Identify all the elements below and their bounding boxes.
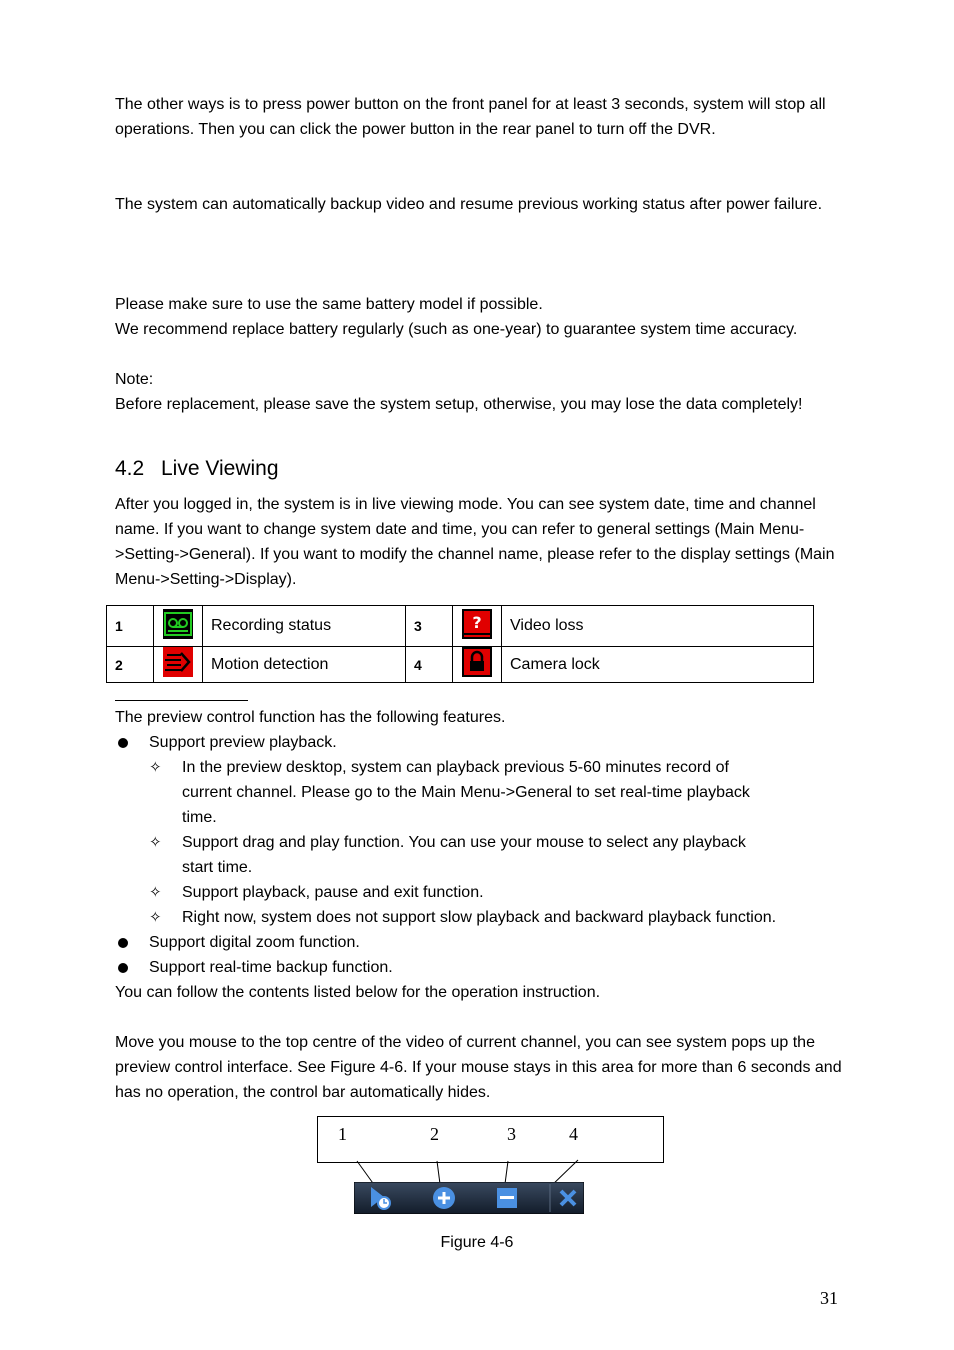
list-item-continued: time. (182, 809, 217, 826)
callout-number: 2 (430, 1124, 439, 1144)
row-number: 4 (406, 647, 453, 683)
figure-caption: Figure 4-6 (440, 1234, 514, 1251)
list-item: Support drag and play function. You can use your mouse to select any playback (182, 834, 746, 851)
close-icon[interactable] (556, 1186, 580, 1210)
status-label: Motion detection (203, 647, 406, 683)
backup-icon[interactable] (494, 1185, 520, 1211)
callout-number: 4 (569, 1124, 578, 1144)
preview-control-paragraph: Move you mouse to the top centre of the video of current channel, you can see system pops up the preview control interface. See Figure 4-6. If your mouse stays in this area for more than 6 seconds and has no operation, the control bar automatically hides. (115, 1034, 842, 1101)
diamond-bullet-icon: ✧ (149, 909, 162, 926)
list-item-continued: current channel. Please go to the Main Menu->General to set real-time playback (182, 784, 750, 801)
battery-replace-line: We recommend replace battery regularly (such as one-year) to guarantee system time accuracy. (115, 321, 798, 338)
diamond-bullet-icon: ✧ (149, 884, 162, 901)
callout-number: 3 (507, 1124, 516, 1144)
list-item: Support playback, pause and exit function. (182, 884, 484, 901)
status-label: Video loss (502, 606, 814, 647)
callout-number: 1 (338, 1124, 347, 1144)
row-number: 3 (406, 606, 453, 647)
live-viewing-intro: After you logged in, the system is in live viewing mode. You can see system date, time and channel name. If you want to change system date and time, you can refer to general settings (Main Menu->Setting->General). If you want to modify the channel name, please refer to the display settings (Main Menu->Setting->Display). (115, 496, 835, 588)
list-item: In the preview desktop, system can playback previous 5-60 minutes record of (182, 759, 729, 776)
note-text: Before replacement, please save the system setup, otherwise, you may lose the data completely! (115, 396, 803, 413)
status-label: Camera lock (502, 647, 814, 683)
note-label: Note: (115, 371, 154, 388)
list-item-continued: start time. (182, 859, 253, 876)
battery-model-line: Please make sure to use the same battery model if possible. (115, 296, 543, 313)
list-item: Support real-time backup function. (149, 959, 393, 976)
list-item: Support digital zoom function. (149, 934, 360, 951)
power-off-paragraph: The other ways is to press power button on the front panel for at least 3 seconds, system will stop all operations. Then you can click the power button in the rear panel to turn off the DVR. (115, 96, 826, 138)
page-number: 31 (820, 1288, 838, 1308)
playback-icon[interactable] (368, 1185, 394, 1211)
zoom-icon[interactable] (431, 1185, 457, 1211)
auto-resume-paragraph: The system can automatically backup video and resume previous working status after power failure. (115, 196, 823, 213)
diamond-bullet-icon: ✧ (149, 759, 162, 776)
list-item: Right now, system does not support slow playback and backward playback function. (182, 909, 777, 926)
follow-instruction: You can follow the contents listed below for the operation instruction. (115, 984, 601, 1001)
diamond-bullet-icon: ✧ (149, 834, 162, 851)
row-number: 2 (107, 647, 154, 683)
preview-intro: The preview control function has the following features. (115, 709, 506, 726)
preview-control-bar (354, 1182, 584, 1214)
status-label: Recording status (203, 606, 406, 647)
section-number: 4.2 (115, 457, 145, 480)
row-number: 1 (107, 606, 154, 647)
section-title: Live Viewing (161, 457, 279, 480)
svg-text:?: ? (472, 612, 482, 632)
list-item: Support preview playback. (149, 734, 337, 751)
